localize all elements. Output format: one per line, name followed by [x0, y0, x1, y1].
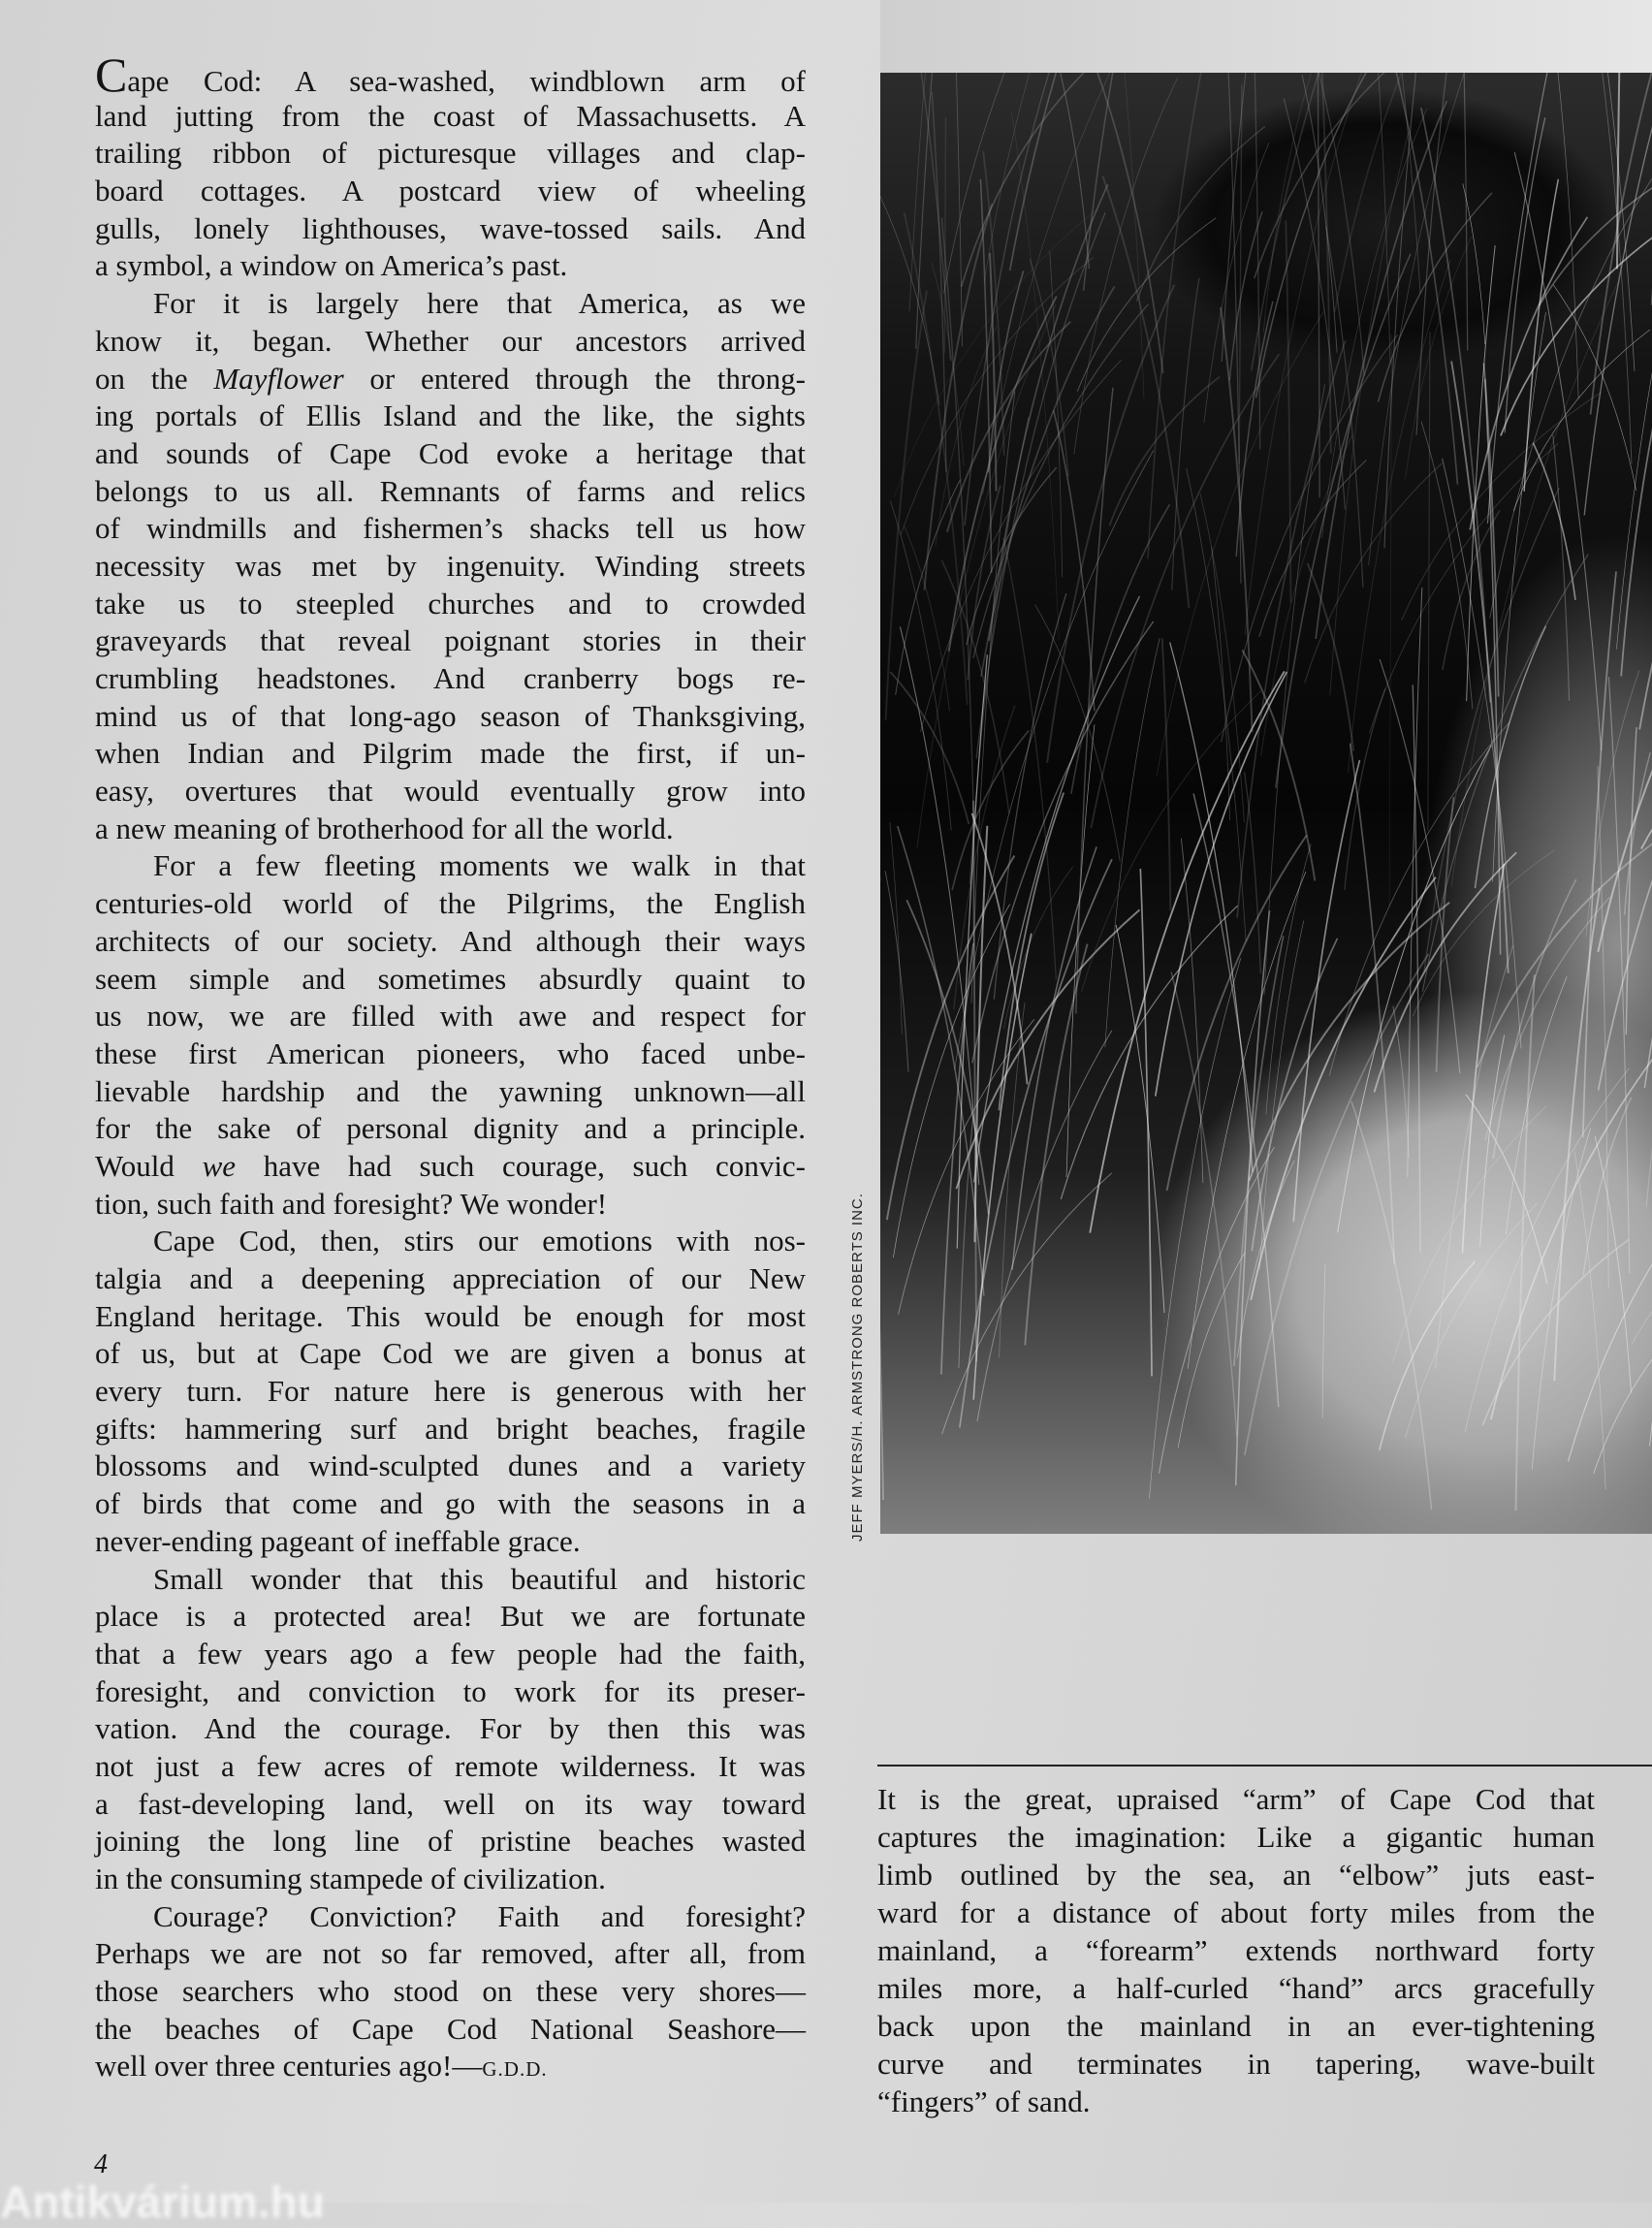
text-line [95, 773, 806, 811]
caption-line: miles more, a half-curled “hand” arcs gracefully [877, 1969, 1595, 2007]
grass-blade [1406, 237, 1472, 479]
grass-blade [1491, 1010, 1652, 1420]
caption-line: ward for a distance of about forty miles from the [877, 1894, 1595, 1931]
grass-blade [1437, 797, 1454, 1072]
grass-blade [959, 1114, 973, 1368]
drop-cap: C [95, 48, 127, 102]
text-segment: Perhaps we are not so far removed, after all, from [95, 1936, 806, 1970]
text-segment: vation. And the courage. For by then this was [95, 1711, 806, 1745]
grass-blade [1148, 73, 1204, 558]
grass-blade [1599, 579, 1652, 1090]
grass-blade [1105, 638, 1160, 1047]
beach-grass-photo [880, 73, 1652, 1534]
text-line [95, 1373, 806, 1411]
grass-blade [942, 1173, 1112, 1434]
text-segment: and sounds of Cape Cod evoke a heritage that [95, 436, 806, 470]
text-line [95, 1523, 806, 1561]
text-line [95, 735, 806, 773]
caption-line: limb outlined by the sea, an “elbow” juts east- [877, 1856, 1595, 1894]
grass-blade [1245, 772, 1261, 973]
text-line [95, 586, 806, 623]
grass-blade [1428, 332, 1430, 831]
grass-blade [1586, 671, 1639, 937]
grass-blade [1252, 73, 1439, 371]
text-line [95, 622, 806, 660]
grass-blade [1466, 1095, 1547, 1284]
caption-line: curve and terminates in tapering, wave-built [877, 2045, 1595, 2083]
text-line [95, 548, 806, 586]
text-segment: trailing ribbon of picturesque villages and clap- [95, 136, 806, 170]
text-segment: Small wonder that this beautiful and historic [153, 1562, 806, 1596]
grass-blade [1393, 1006, 1409, 1159]
article-body [95, 60, 806, 2085]
grass-blade [890, 672, 969, 824]
text-segment: that a few years ago a few people had the faith, [95, 1637, 806, 1671]
text-segment: For it is largely here that America, as we [153, 286, 806, 320]
grass-blade [1236, 910, 1270, 1485]
grass-blade [1583, 571, 1616, 1137]
text-line [95, 885, 806, 923]
grass-blade [1074, 78, 1178, 454]
grass-blade [1245, 954, 1429, 1455]
grass-strokes [880, 73, 1652, 1534]
grass-blade [1644, 644, 1652, 1088]
grass-blade [890, 822, 903, 1034]
text-line [95, 1636, 806, 1673]
text-line [95, 1748, 806, 1786]
text-segment: graveyards that reveal poignant stories in their [95, 623, 806, 657]
text-segment: For a few fleeting moments we walk in that [153, 848, 806, 882]
text-line [95, 1335, 806, 1373]
text-segment: blossoms and wind-sculpted dunes and a variety [95, 1448, 806, 1482]
text-segment: Courage? Conviction? Faith and foresight? [153, 1899, 806, 1933]
text-segment: gulls, lonely lighthouses, wave-tossed sails. And [95, 211, 806, 245]
text-line [95, 1561, 806, 1599]
grass-blade [1591, 73, 1652, 414]
text-segment: foresight, and conviction to work for its preser- [95, 1674, 806, 1708]
photo-credit: JEFF MYERS/H. ARMSTRONG ROBERTS INC. [849, 1193, 866, 1542]
grass-blade [1574, 1152, 1605, 1489]
text-segment: or entered through the throng- [344, 362, 806, 396]
text-segment: a symbol, a window on America’s past. [95, 248, 567, 282]
grass-blade [1401, 393, 1601, 621]
caption-line: “fingers” of sand. [877, 2083, 1595, 2120]
grass-blade [1380, 1261, 1476, 1450]
text-segment: the beaches of Cape Cod National Seashore— [95, 2012, 806, 2046]
text-segment: take us to steepled churches and to crowded [95, 587, 806, 621]
grass-blade [880, 171, 939, 404]
text-segment: us now, we are filled with awe and respect for [95, 999, 806, 1033]
grass-blade [1621, 318, 1652, 676]
author-initials: G.D.D. [482, 2057, 547, 2081]
text-line [95, 1823, 806, 1861]
text-segment: in the consuming stampede of civilization. [95, 1862, 606, 1895]
grass-blade [880, 1053, 883, 1500]
grass-blade [1222, 334, 1398, 742]
grass-blade [924, 204, 992, 589]
grass-blade [1475, 626, 1545, 888]
text-segment: gifts: hammering surf and bright beaches, fragile [95, 1412, 806, 1446]
grass-blade [893, 905, 1009, 1257]
grass-blade [1595, 1136, 1631, 1393]
text-line [95, 473, 806, 511]
text-line [95, 247, 806, 285]
grass-blade [1309, 73, 1364, 375]
text-segment: on the [95, 362, 213, 396]
grass-blade [1568, 1130, 1652, 1461]
grass-blade [1553, 435, 1570, 701]
photo-caption [877, 1780, 1595, 2120]
text-segment: not just a few acres of remote wilderness. It was [95, 1749, 806, 1783]
text-segment: place is a protected area! But we are fortunate [95, 1599, 806, 1633]
text-line [95, 660, 806, 698]
grass-blade [917, 304, 1056, 849]
text-line [95, 1598, 806, 1636]
text-line [95, 135, 806, 173]
text-line [95, 1073, 806, 1111]
text-segment: we [203, 1149, 236, 1183]
text-segment: land jutting from the coast of Massachusetts. A [95, 99, 806, 133]
grass-blade [1348, 260, 1450, 773]
grass-blade [1259, 461, 1366, 637]
text-segment: England heritage. This would be enough for most [95, 1299, 806, 1333]
grass-blade [1054, 410, 1095, 711]
text-segment: mind us of that long-ago season of Thanksgiving, [95, 699, 806, 733]
text-line [95, 811, 806, 848]
caption-line: captures the imagination: Like a gigantic human [877, 1818, 1595, 1856]
text-segment: for the sake of personal dignity and a principle. [95, 1111, 806, 1145]
grass-blade [1443, 459, 1521, 1049]
grass-blade [954, 705, 1015, 1009]
text-line [95, 1898, 806, 1936]
grass-blade [890, 501, 951, 831]
grass-blade [962, 73, 1098, 287]
text-line [95, 2011, 806, 2049]
grass-blade [1266, 843, 1311, 1114]
grass-blade [1251, 877, 1436, 1300]
grass-blade [1000, 1003, 1025, 1357]
text-line [95, 1411, 806, 1448]
text-segment: of us, but at Cape Cod we are given a bonus at [95, 1336, 806, 1370]
text-line [95, 285, 806, 323]
text-segment: crumbling headstones. And cranberry bogs re- [95, 661, 806, 695]
grass-blade [949, 297, 1057, 652]
grass-blade [1003, 867, 1072, 1029]
caption-line: mainland, a “forearm” extends northward forty [877, 1931, 1595, 1969]
text-segment: necessity was met by ingenuity. Winding streets [95, 549, 806, 583]
text-segment: have had such courage, such convic- [236, 1149, 806, 1183]
text-line [95, 1861, 806, 1898]
grass-blade [945, 73, 962, 346]
grass-blade [1066, 724, 1095, 1177]
grass-blade [1255, 73, 1409, 278]
watermark: Antikvárium.hu [0, 2176, 325, 2228]
text-line [95, 361, 806, 398]
grass-blade [1193, 793, 1279, 1407]
text-line [95, 435, 806, 473]
grass-blade [1025, 944, 1087, 1346]
grass-blade [1598, 766, 1608, 1289]
text-line [95, 1260, 806, 1298]
grass-blade [1335, 73, 1484, 312]
text-line [95, 2048, 806, 2085]
grass-blade [899, 1019, 1034, 1314]
text-line [95, 1673, 806, 1711]
grass-blade [956, 909, 1139, 1189]
grass-blade [1487, 73, 1587, 524]
grass-blade [1639, 235, 1652, 730]
text-line [95, 173, 806, 210]
grass-blade [1608, 677, 1629, 1273]
caption-line: back upon the mainland in an ever-tightening [877, 2007, 1595, 2045]
grass-blade [1515, 974, 1534, 1511]
text-segment: Would [95, 1149, 203, 1183]
grass-blade [1140, 869, 1152, 1376]
grass-blade [1493, 312, 1546, 881]
grass-blade [1171, 971, 1237, 1436]
text-segment: Cape Cod, then, stirs our emotions with nos- [153, 1224, 806, 1257]
grass-blade [1170, 642, 1253, 1172]
grass-blade [920, 360, 1121, 731]
grass-blade [1625, 752, 1651, 915]
text-line [95, 1786, 806, 1824]
text-segment: tion, such faith and foresight? We wonder! [95, 1187, 607, 1221]
grass-blade [1160, 1147, 1275, 1474]
text-segment: ing portals of Ellis Island and the like, the sights [95, 398, 806, 432]
text-line [95, 923, 806, 961]
grass-blade [1322, 1263, 1325, 1418]
text-line [95, 998, 806, 1035]
text-segment: easy, overtures that would eventually grow into [95, 774, 806, 808]
grass-blade [1480, 1035, 1505, 1247]
grass-blade [1221, 307, 1253, 732]
text-line [95, 510, 806, 548]
grass-blade [1286, 220, 1290, 602]
grass-blade [1162, 638, 1171, 910]
text-segment: seem simple and sometimes absurdly quaint to [95, 962, 806, 996]
text-segment: lievable hardship and the yawning unknown—all [95, 1074, 806, 1108]
grass-blade [1641, 694, 1652, 849]
grass-blade [1011, 111, 1059, 640]
grass-blade [1076, 388, 1113, 1014]
grass-blade [1149, 958, 1240, 1498]
text-segment: those searchers who stood on these very shores— [95, 1974, 806, 2008]
text-line [95, 60, 806, 98]
grass-blade [1463, 73, 1468, 351]
text-segment: know it, began. Whether our ancestors arrived [95, 324, 806, 358]
text-segment: a new meaning of brotherhood for all the world. [95, 812, 674, 845]
grass-blade [1646, 619, 1652, 1208]
text-segment: joining the long line of pristine beaches wasted [95, 1824, 806, 1858]
grass-blade [1533, 443, 1575, 600]
text-segment: centuries-old world of the Pilgrims, the English [95, 886, 806, 920]
grass-blade [1239, 84, 1242, 463]
grass-blade [1350, 744, 1395, 1265]
grass-blade [1082, 691, 1261, 992]
text-segment: never-ending pageant of ineffable grace. [95, 1524, 581, 1558]
grass-blade [1598, 538, 1652, 952]
text-line [95, 1710, 806, 1748]
grass-blade [974, 596, 1140, 1183]
caption-divider [877, 1765, 1652, 1766]
grass-blade [1084, 73, 1196, 291]
text-line [95, 1186, 806, 1224]
grass-blade [1116, 925, 1164, 1313]
text-segment: a fast-developing land, well on its way toward [95, 1787, 806, 1821]
grass-blade [1451, 279, 1620, 887]
page-number: 4 [94, 2149, 108, 2180]
text-line [95, 1148, 806, 1186]
text-segment: when Indian and Pilgrim made the first, if un- [95, 736, 806, 770]
grass-blade [1347, 73, 1420, 294]
text-line [95, 1448, 806, 1485]
text-line [95, 961, 806, 999]
grass-blade [1308, 563, 1354, 751]
text-line [95, 323, 806, 361]
grass-blade [1109, 377, 1220, 526]
grass-blade [1293, 760, 1359, 1222]
text-line [95, 1035, 806, 1073]
grass-blade [1322, 73, 1331, 454]
grass-blade [1594, 1284, 1652, 1474]
text-segment: well over three centuries ago!— [95, 2049, 482, 2083]
grass-blade [1482, 1239, 1629, 1425]
grass-blade [1234, 936, 1284, 1366]
text-line [95, 698, 806, 736]
text-segment: Mayflower [213, 362, 343, 396]
grass-blade [1506, 976, 1567, 1234]
grass-blade [880, 73, 950, 361]
text-line [95, 210, 806, 248]
text-line [95, 398, 806, 435]
text-segment: of windmills and fishermen’s shacks tell us how [95, 511, 806, 545]
text-segment: of birds that come and go with the seasons in a [95, 1486, 806, 1520]
text-line [95, 1973, 806, 2011]
text-segment: these first American pioneers, who faced unbe- [95, 1036, 806, 1070]
text-segment: talgia and a deepening appreciation of our New [95, 1261, 806, 1295]
grass-blade [1302, 75, 1337, 352]
grass-blade [972, 621, 1154, 1063]
text-segment: board cottages. A postcard view of wheeling [95, 174, 806, 207]
text-line [95, 1935, 806, 1973]
text-line [95, 98, 806, 136]
text-line [95, 1485, 806, 1523]
photo-top-margin [880, 0, 1652, 73]
grass-blade [1330, 132, 1409, 695]
grass-blade [1408, 588, 1422, 1177]
grass-blade [974, 826, 987, 1242]
grass-blade [885, 871, 908, 1071]
caption-line: It is the great, upraised “arm” of Cape Cod that [877, 1780, 1595, 1818]
text-line [95, 1298, 806, 1336]
text-segment: ape Cod: A sea-washed, windblown arm of [127, 64, 806, 98]
text-segment: belongs to us all. Remnants of farms and relics [95, 474, 806, 508]
text-segment: architects of our society. And although their ways [95, 924, 806, 958]
text-line [95, 847, 806, 885]
grass-blade [1378, 193, 1492, 402]
text-segment: every turn. For nature here is generous with her [95, 1374, 806, 1408]
text-line [95, 1223, 806, 1260]
grass-blade [971, 392, 1015, 1003]
text-line [95, 1110, 806, 1148]
grass-blade [1030, 259, 1068, 476]
grass-blade [1470, 217, 1587, 530]
grass-blade [1505, 117, 1545, 432]
